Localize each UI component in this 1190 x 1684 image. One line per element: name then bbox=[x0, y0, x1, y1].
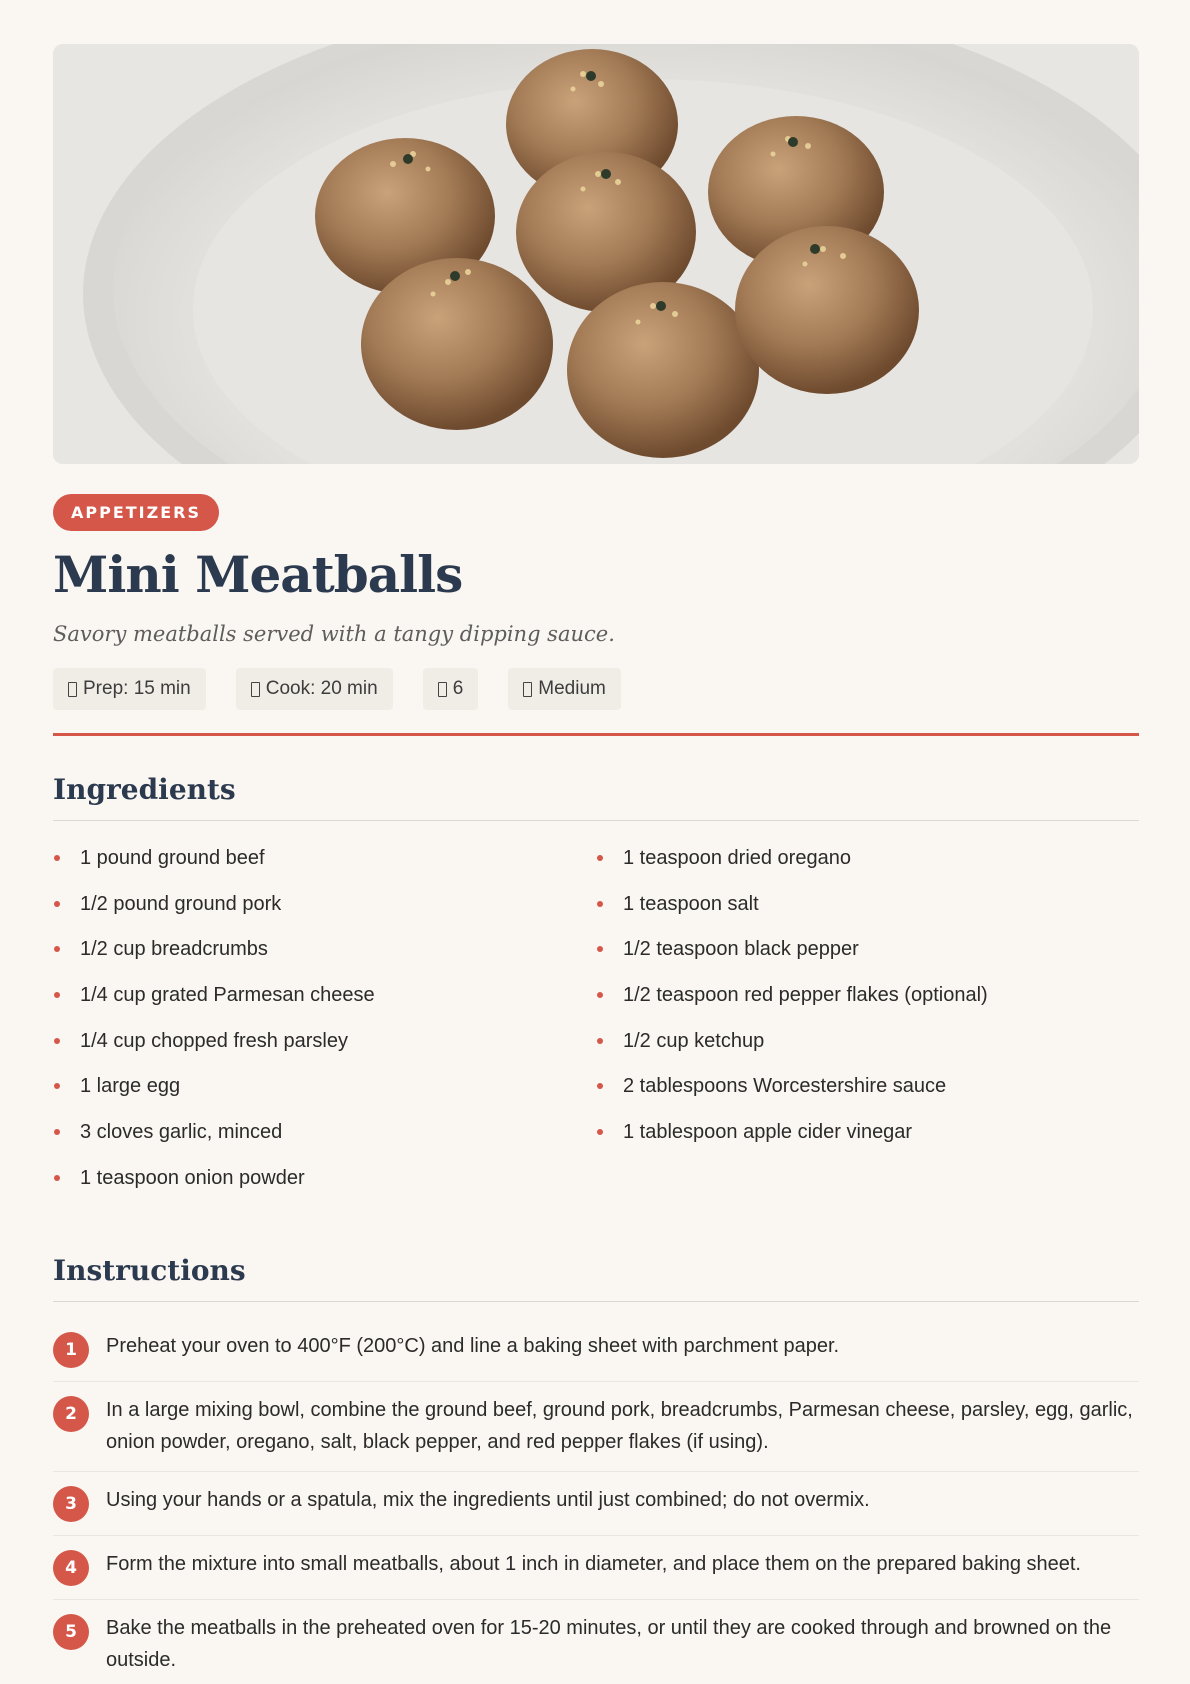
ingredient-item: 1 teaspoon salt bbox=[596, 891, 1139, 937]
ingredient-item: 1/2 teaspoon black pepper bbox=[596, 936, 1139, 982]
bullet-icon bbox=[54, 855, 60, 861]
ingredient-item: 2 tablespoons Worcestershire sauce bbox=[596, 1073, 1139, 1119]
step-text: Bake the meatballs in the preheated oven for 15-20 minutes, or until they are cooked through and browned on the outside. bbox=[106, 1616, 1112, 1671]
recipe-meta bbox=[53, 668, 1139, 710]
ingredients-list bbox=[53, 845, 1139, 1211]
step-text: Using your hands or a spatula, mix the ingredients until just combined; do not overmix. bbox=[106, 1488, 870, 1511]
bullet-icon bbox=[54, 946, 60, 952]
bullet-icon bbox=[597, 901, 603, 907]
cook-time bbox=[236, 668, 393, 710]
bullet-icon bbox=[54, 1175, 60, 1181]
prep-time bbox=[53, 668, 206, 710]
hero-image bbox=[53, 44, 1139, 464]
step-number-badge: 2 bbox=[53, 1396, 89, 1432]
accent-divider bbox=[53, 733, 1139, 736]
instructions-list bbox=[53, 1318, 1139, 1684]
step-text: In a large mixing bowl, combine the ground beef, ground pork, breadcrumbs, Parmesan cheese, parsley, egg, garlic, onion powder, oregano, salt, black pepper, and red pepper flakes (if using). bbox=[106, 1398, 1133, 1453]
instruction-step bbox=[53, 1536, 1139, 1600]
instructions-heading: Instructions bbox=[53, 1253, 246, 1287]
bullet-icon bbox=[597, 1083, 603, 1089]
instruction-step bbox=[53, 1318, 1139, 1382]
ingredient-item: 1 tablespoon apple cider vinegar bbox=[596, 1119, 1139, 1165]
bullet-icon bbox=[597, 855, 603, 861]
bullet-icon bbox=[597, 1038, 603, 1044]
instructions-rule bbox=[53, 1301, 1139, 1302]
prep-time-label: Prep: 15 min bbox=[83, 678, 191, 699]
bullet-icon bbox=[54, 1083, 60, 1089]
category-badge[interactable]: APPETIZERS bbox=[53, 494, 219, 531]
ingredient-item: 1/2 cup breadcrumbs bbox=[53, 936, 596, 982]
ingredients-column-left bbox=[53, 845, 596, 1211]
step-text: Form the mixture into small meatballs, about 1 inch in diameter, and place them on the prepared baking sheet. bbox=[106, 1552, 1081, 1575]
ingredient-item: 3 cloves garlic, minced bbox=[53, 1119, 596, 1165]
cook-time-icon bbox=[251, 682, 260, 697]
ingredients-column-right bbox=[596, 845, 1139, 1211]
servings bbox=[423, 668, 479, 710]
ingredient-item: 1 large egg bbox=[53, 1073, 596, 1119]
ingredients-heading: Ingredients bbox=[53, 773, 236, 806]
bullet-icon bbox=[54, 1038, 60, 1044]
difficulty-icon bbox=[523, 682, 532, 697]
instruction-step bbox=[53, 1472, 1139, 1536]
ingredient-item: 1 pound ground beef bbox=[53, 845, 596, 891]
bullet-icon bbox=[597, 1129, 603, 1135]
ingredient-item: 1 teaspoon onion powder bbox=[53, 1165, 596, 1211]
bullet-icon bbox=[54, 1129, 60, 1135]
cook-time-label: Cook: 20 min bbox=[265, 678, 378, 699]
bullet-icon bbox=[54, 992, 60, 998]
step-number-badge: 5 bbox=[53, 1614, 89, 1650]
difficulty-label: Medium bbox=[538, 678, 606, 699]
difficulty bbox=[508, 668, 621, 710]
instruction-step bbox=[53, 1382, 1139, 1472]
ingredient-item: 1/2 cup ketchup bbox=[596, 1028, 1139, 1074]
ingredient-item: 1/2 teaspoon red pepper flakes (optional) bbox=[596, 982, 1139, 1028]
ingredient-item: 1/2 pound ground pork bbox=[53, 891, 596, 937]
ingredient-item: 1/4 cup chopped fresh parsley bbox=[53, 1028, 596, 1074]
step-number-badge: 3 bbox=[53, 1486, 89, 1522]
ingredients-rule bbox=[53, 820, 1139, 821]
step-text: Preheat your oven to 400°F (200°C) and line a baking sheet with parchment paper. bbox=[106, 1334, 840, 1357]
prep-time-icon bbox=[68, 682, 77, 697]
step-number-badge: 1 bbox=[53, 1332, 89, 1368]
recipe-page bbox=[53, 44, 1139, 1684]
ingredient-item: 1 teaspoon dried oregano bbox=[596, 845, 1139, 891]
bullet-icon bbox=[54, 901, 60, 907]
instruction-step bbox=[53, 1600, 1139, 1684]
recipe-subtitle: Savory meatballs served with a tangy dipping sauce. bbox=[53, 622, 615, 646]
bullet-icon bbox=[597, 992, 603, 998]
step-number-badge: 4 bbox=[53, 1550, 89, 1586]
servings-label: 6 bbox=[452, 678, 464, 699]
recipe-title: Mini Meatballs bbox=[53, 545, 463, 604]
ingredient-item: 1/4 cup grated Parmesan cheese bbox=[53, 982, 596, 1028]
servings-icon bbox=[438, 682, 447, 697]
bullet-icon bbox=[597, 946, 603, 952]
